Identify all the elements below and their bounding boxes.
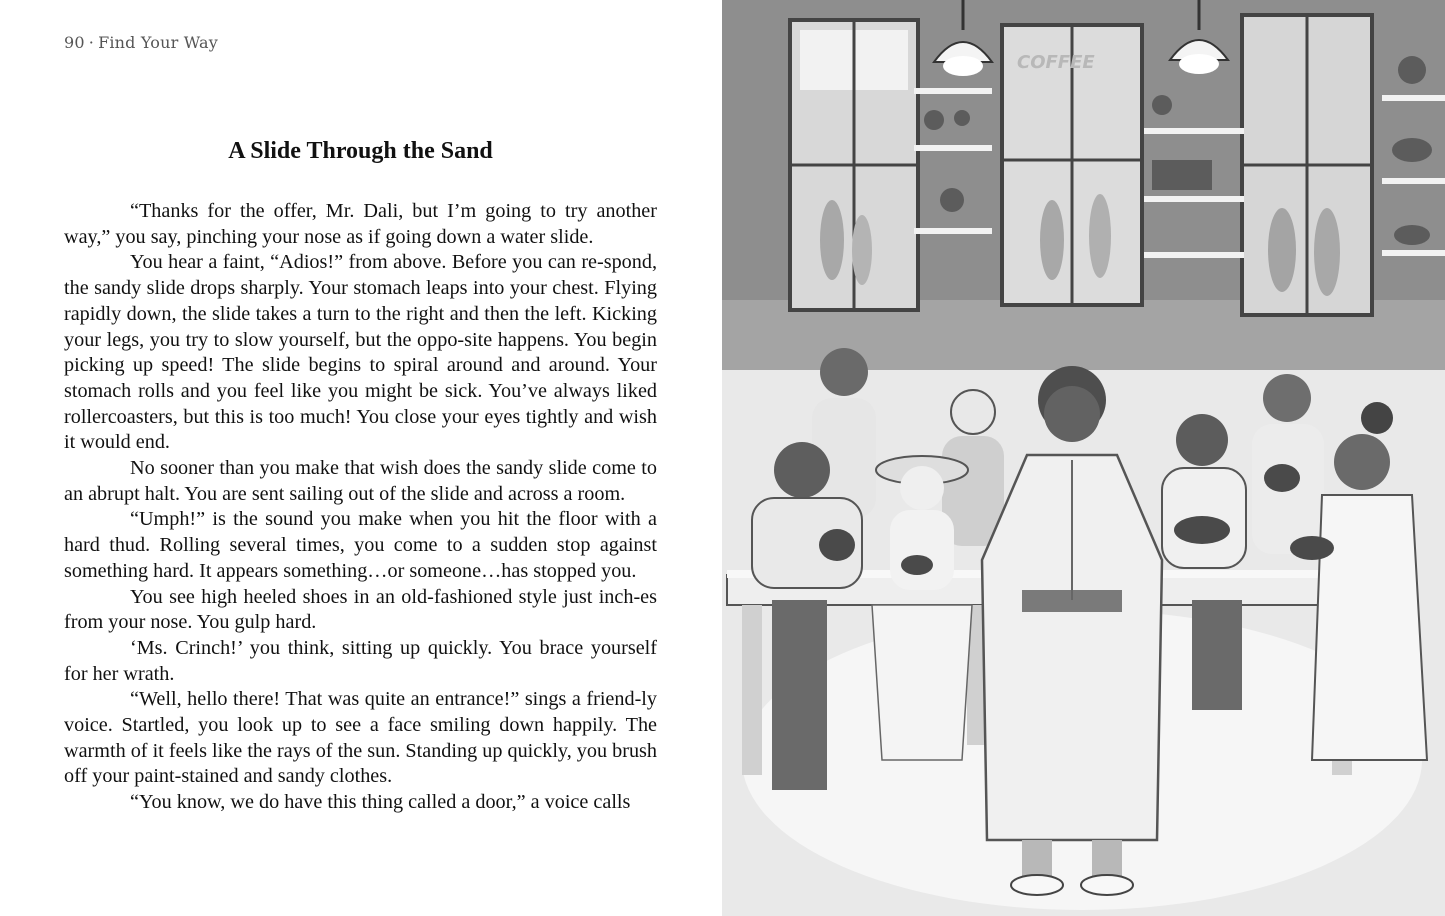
child-back-left (812, 348, 876, 518)
illustration-drawing (722, 0, 1445, 916)
header-separator: · (88, 33, 95, 52)
window-center (1002, 25, 1142, 305)
paragraph: “Umph!” is the sound you make when you hit the floor with a hard thud. Rolling several times, you come to a sudden stop against something hard. It appears something…or someone…has stopped you. (64, 508, 657, 582)
paragraph: You hear a faint, “Adios!” from above. Before you can re-spond, the sandy slide drops sharply. Your stomach leaps into your chest. Flying rapidly down, the slide takes a turn to the right and then the left. Kicking your legs, you try to slow yourself, but the oppo-site happens. You begin picking up speed! The slide begins to spiral around and around. Your stomach rolls and you feel like you might be sick. You’ve always liked rollercoasters, but this is too much! You close your eyes tightly and wish it would end. (64, 251, 657, 454)
book-title: Find Your Way (98, 33, 218, 52)
text-page (0, 0, 722, 916)
paragraph: “Well, hello there! That was quite an entrance!” sings a friend-ly voice. Startled, you look up to see a face smiling down happily. The warmth of it feels like the rays of the sun. Standing up quickly, you brush off your paint-stained and sandy clothes. (64, 688, 657, 788)
paragraph: You see high heeled shoes in an old-fashioned style just inch-es from your nose. You gulp hard. (64, 585, 657, 634)
window-left (790, 20, 918, 310)
paragraph: “You know, we do have this thing called a door,” a voice calls (130, 791, 631, 814)
paragraph: No sooner than you make that wish does the sandy slide come to an abrupt halt. You are sent sailing out of the slide and across a room. (64, 457, 657, 505)
page-number: 90 (64, 33, 85, 52)
illustration (722, 0, 1445, 916)
body-text (64, 199, 657, 816)
paragraph: ‘Ms. Crinch!’ you think, sitting up quickly. You brace yourself for her wrath. (64, 636, 657, 685)
window-right (1242, 15, 1372, 315)
paragraph: “Thanks for the offer, Mr. Dali, but I’m going to try another way,” you say, pinching your nose as if going down a water slide. (64, 200, 657, 248)
window-sign: COFFEE (1017, 52, 1095, 73)
chapter-title: A Slide Through the Sand (228, 138, 493, 164)
running-header (64, 33, 218, 52)
